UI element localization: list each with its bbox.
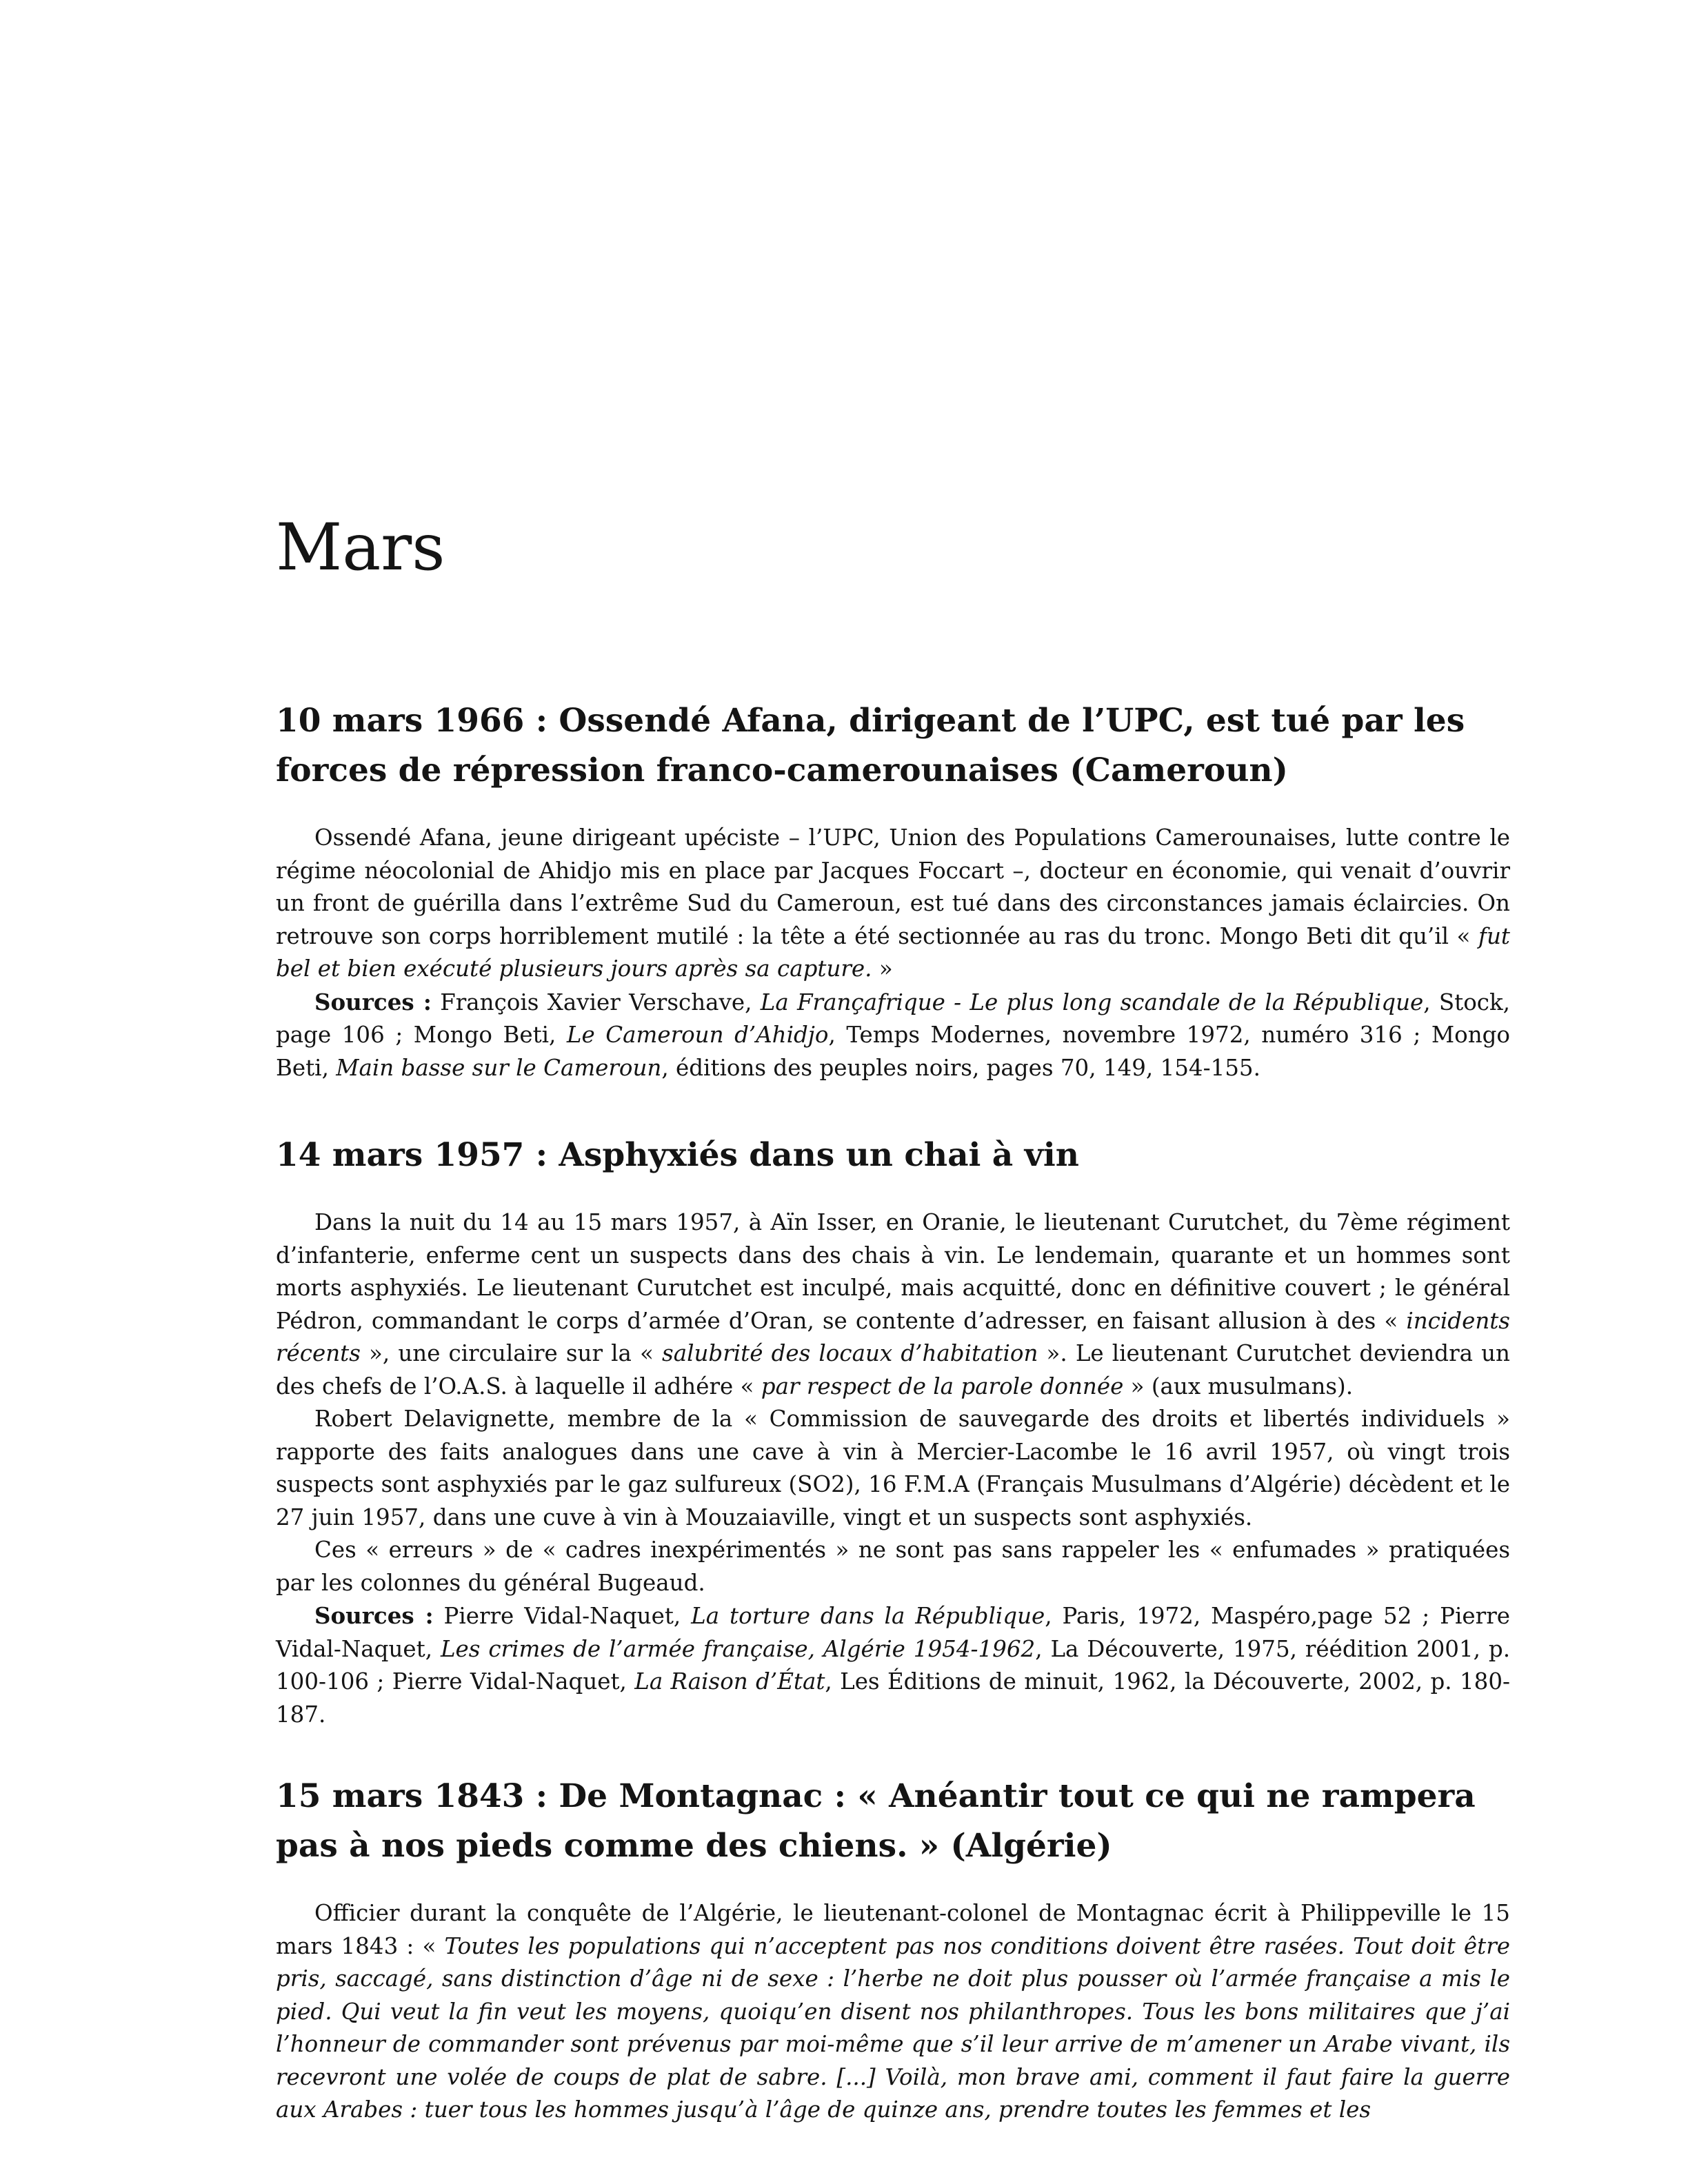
italic-text: salubrité des locaux d’habitation [662,1340,1038,1366]
paragraph [276,1897,1510,2127]
text-run: , éditions des peuples noirs, pages 70, 149, 154-155. [661,1054,1260,1081]
text-run: Dans la nuit du 14 au 15 mars 1957, à Aïn Isser, en Oranie, le lieutenant Curutchet, du 7ème régiment d’infanterie, enferme cent un suspects dans des chais à vin. Le lendemain, quarante et un hommes sont morts asphyxiés. Le lieutenant Curutchet est inculpé, mais acquitté, donc en définitive couvert ; le général Pédron, commandant le corps d’armée d’Oran, se contente d’adresser, en faisant allusion à des « [276,1209,1510,1334]
text-run: Ces « erreurs » de « cadres inexpérimentés » ne sont pas sans rappeler les « enfumades » pratiquées par les colonnes du général Bugeaud. [276,1537,1510,1596]
italic-text: par respect de la parole donnée [761,1373,1124,1399]
text-run: , Stock, page 106 ; Mongo Beti, [276,989,1511,1048]
text-run: , Temps Modernes, novembre 1972, numéro 316 ; Mongo Beti, [276,1022,1510,1081]
text-run: , Les Éditions de minuit, 1962, la Découverte, 2002, p. 180-187. [276,1668,1510,1728]
italic-text: La Raison d’État [634,1668,825,1695]
italic-text: Main basse sur le Cameroun [336,1054,662,1081]
section-title: 14 mars 1957 : Asphyxiés dans un chai à vin [276,1136,1079,1174]
section-title: 10 mars 1966 : Ossendé Afana, dirigeant de l’UPC, est tué par les forces de répression franco-camerounaises (Cameroun) [276,702,1465,789]
text-run: , La Découverte, 1975, réédition 2001, p. 100-106 ; Pierre Vidal-Naquet, [276,1635,1511,1695]
sources-label: Sources : [314,988,432,1015]
italic-text: incidents récents [276,1307,1510,1366]
italic-text: La torture dans la République [691,1603,1045,1629]
text-run: Officier durant la conquête de l’Algérie, le lieutenant-colonel de Montagnac écrit à Philippeville le 15 mars 1843 : « [276,1900,1510,1959]
paragraph [276,822,1510,986]
italic-text: Toutes les populations qui n’acceptent pas nos conditions doivent être rasées. Tout doit être pris, saccagé, sans distinction d’âge ni de sexe : l’herbe ne doit plus pousser où l’armée française a mis le pied. Qui veut la fin veut les moyens, quoiqu’en disent nos philanthropes. Tous les bons militaires que j’ai l’honneur de commander sont prévenus par moi-même que s’il leur arrive de m’amener un Arabe vivant, ils recevront une volée de coups de plat de sabre. [...] Voilà, mon brave ami, comment il faut faire la guerre aux Arabes : tuer tous les hommes jusqu’à l’âge de quinze ans, prendre toutes les femmes et les [276,1932,1510,2123]
sources-paragraph [276,986,1510,1085]
sources-paragraph [276,1599,1510,1731]
chapter-title: Mars [276,510,445,585]
text-run: » [872,956,893,982]
section-afana [276,696,1510,1084]
section-montagnac [276,1772,1510,2127]
text-run: ». Le lieutenant Curutchet deviendra un des chefs de l’O.A.S. à laquelle il adhére « [276,1340,1510,1399]
italic-text: La Françafrique - Le plus long scandale de la République [760,989,1424,1015]
text-run: Robert Delavignette, membre de la « Commission de sauvegarde des droits et libertés individuels » rapporte des faits analogues dans une cave à vin à Mercier-Lacombe le 16 avril 1957, où vingt trois suspects sont asphyxiés par le gaz sulfureux (SO2), 16 F.M.A (Français Musulmans d’Algérie) décèdent et le 27 juin 1957, dans une cuve à vin à Mouzaiaville, vingt et un suspects sont asphyxiés. [276,1406,1510,1530]
paragraph [276,1534,1510,1599]
section-chai-a-vin [276,1131,1510,1731]
section-title: 15 mars 1843 : De Montagnac : « Anéantir tout ce qui ne rampera pas à nos pieds comme des chiens. » (Algérie) [276,1777,1476,1865]
italic-text: Le Cameroun d’Ahidjo [566,1022,829,1048]
text-run: », une circulaire sur la « [360,1340,663,1366]
paragraph [276,1403,1510,1534]
italic-text: Les crimes de l’armée française, Algérie 1954-1962 [440,1635,1036,1662]
text-run: , Paris, 1972, Maspéro,page 52 ; Pierre Vidal-Naquet, [276,1603,1510,1662]
paragraph [276,1206,1510,1403]
text-run: » (aux musulmans). [1123,1373,1354,1399]
text-run: François Xavier Verschave, [431,989,761,1015]
text-run: Ossendé Afana, jeune dirigeant upéciste – l’UPC, Union des Populations Camerounaises, lutte contre le régime néocolonial de Ahidjo mis en place par Jacques Foccart –, docteur en économie, qui venait d’ouvrir un front de guérilla dans l’extrême Sud du Cameroun, est tué dans des circonstances jamais éclaircies. On retrouve son corps horriblement mutilé : la tête a été sectionnée au ras du tronc. Mongo Beti dit qu’il « [276,825,1510,949]
text-run: Pierre Vidal-Naquet, [433,1603,692,1629]
italic-text: fut bel et bien exécuté plusieurs jours après sa capture. [276,922,1510,982]
sources-label: Sources : [314,1602,434,1629]
